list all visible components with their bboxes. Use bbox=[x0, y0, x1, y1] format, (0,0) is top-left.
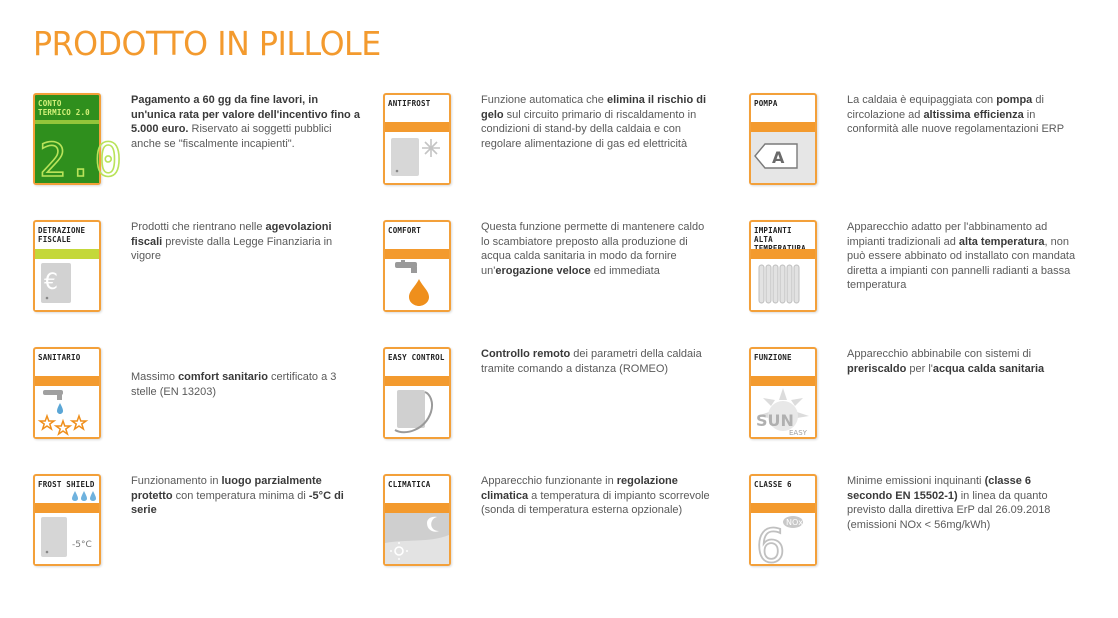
badge-label: DETRAZIONE FISCALE bbox=[38, 226, 86, 244]
tap-drop-icon bbox=[385, 259, 449, 310]
badge-label: EASY CONTROL bbox=[388, 353, 445, 362]
description-bold: acqua calda sanitaria bbox=[932, 362, 1045, 375]
feature-description bbox=[847, 474, 1079, 532]
description-text: Questa funzione permette di mantenere caldo lo scambiatore preposto alla produzione di acqua calda sanitaria in modo da fornire un' bbox=[481, 221, 705, 277]
description-bold: -5°C di serie bbox=[131, 489, 344, 516]
feature-description bbox=[847, 220, 1079, 293]
description-bold: erogazione veloce bbox=[495, 264, 591, 277]
feature-description bbox=[481, 220, 713, 278]
feature-description bbox=[481, 347, 713, 376]
feature-climatica bbox=[383, 474, 723, 574]
description-bold: Controllo remoto bbox=[481, 348, 571, 360]
feature-antifrost bbox=[383, 93, 723, 193]
feature-description bbox=[847, 93, 1079, 137]
art-subtext: NOx bbox=[786, 518, 804, 527]
description-text: in conformità alle nuove regolamentazioni ERP bbox=[847, 108, 1065, 135]
description-bold: elimina il rischio di gelo bbox=[481, 94, 706, 121]
climatica-badge bbox=[383, 474, 451, 566]
feature-description bbox=[481, 474, 713, 518]
radiator-icon bbox=[751, 259, 815, 310]
sun-easy-icon bbox=[751, 386, 815, 437]
description-text: previste dalla Legge Finanziaria in vigore bbox=[131, 235, 333, 262]
description-text: certificato a 3 stelle (EN 13203) bbox=[131, 371, 337, 398]
description-text: Apparecchio abbinabile con sistemi di bbox=[847, 348, 1032, 360]
feature-description bbox=[131, 220, 363, 264]
description-text: Riservato ai soggetti pubblici anche se "fiscalmente incapienti". bbox=[131, 123, 332, 150]
description-text: ed immediata bbox=[590, 264, 660, 277]
badge-label: CLIMATICA bbox=[388, 480, 431, 489]
tap-stars-icon bbox=[35, 386, 99, 437]
feature-description bbox=[131, 370, 363, 399]
conto-termico-badge bbox=[33, 93, 123, 187]
description-text: Funzione automatica che bbox=[481, 94, 607, 106]
detrazione-badge bbox=[33, 220, 101, 312]
description-text: a temperatura di impianto scorrevole (sonda di temperatura esterna opzionale) bbox=[481, 489, 710, 516]
description-bold: (classe 6 secondo EN 15502-1) bbox=[847, 475, 1032, 502]
boiler-snowflake-icon bbox=[385, 132, 449, 183]
boiler-drops-icon bbox=[35, 513, 99, 564]
badge-label: POMPA bbox=[754, 99, 778, 108]
art-text: A bbox=[772, 148, 785, 167]
energy-class-icon bbox=[751, 132, 815, 183]
description-bold: preriscaldo bbox=[847, 362, 907, 375]
feature-frost-shield bbox=[33, 474, 373, 574]
feature-description bbox=[131, 93, 363, 151]
feature-funzione bbox=[749, 347, 1089, 447]
conto-termico-icon bbox=[35, 124, 123, 187]
description-bold: alta temperatura bbox=[958, 235, 1045, 248]
description-text: sul circuito primario di riscaldamento in condizioni di stand-by della caldaia e con regolare alimentazione di gas ed elettricità bbox=[481, 108, 697, 150]
easy-control-badge bbox=[383, 347, 451, 439]
description-text: Massimo bbox=[131, 371, 179, 383]
feature-description bbox=[131, 474, 363, 518]
badge-label: FUNZIONE bbox=[754, 353, 792, 362]
description-bold: altissima efficienza bbox=[923, 108, 1024, 121]
feature-detrazione-fiscale bbox=[33, 220, 373, 320]
water-drops-icon bbox=[71, 490, 97, 502]
boiler-euro-icon bbox=[35, 259, 99, 310]
day-night-icon bbox=[385, 513, 449, 564]
feature-conto-termico bbox=[33, 93, 373, 193]
nox-class-6-icon bbox=[751, 513, 815, 573]
description-bold: agevolazioni fiscali bbox=[131, 221, 332, 248]
description-text: Prodotti che rientrano nelle bbox=[131, 221, 266, 233]
badge-label: ANTIFROST bbox=[388, 99, 431, 108]
description-text: in linea da quanto previsto dalla direttiva ErP dal 26.09.2018 (emissioni NOx < 56mg/kWh) bbox=[847, 489, 1051, 531]
description-text: dei parametri della caldaia tramite comando a distanza (ROMEO) bbox=[481, 348, 702, 375]
frost-shield-badge bbox=[33, 474, 101, 566]
description-bold: regolazione climatica bbox=[481, 475, 678, 502]
art-text: € bbox=[44, 270, 58, 295]
feature-classe-6 bbox=[749, 474, 1089, 574]
badge-label: COMFORT bbox=[388, 226, 422, 235]
badge-label: FROST SHIELD bbox=[38, 480, 95, 489]
comfort-badge bbox=[383, 220, 451, 312]
description-bold: Pagamento a 60 gg da fine lavori, in un'unica rata per valore dell'incentivo fino a 5.000 euro. bbox=[131, 94, 360, 135]
description-text: per l' bbox=[906, 362, 933, 375]
description-text: con temperatura minima di bbox=[172, 489, 309, 502]
feature-pompa bbox=[749, 93, 1089, 193]
sanitario-badge bbox=[33, 347, 101, 439]
feature-sanitario bbox=[33, 347, 373, 447]
art-text: -5°C bbox=[72, 540, 92, 550]
badge-label: SANITARIO bbox=[38, 353, 81, 362]
page-title: PRODOTTO IN PILLOLE bbox=[33, 24, 381, 63]
description-bold: luogo parzialmente protetto bbox=[131, 475, 322, 502]
feature-description bbox=[481, 93, 713, 151]
badge-label: CLASSE 6 bbox=[754, 480, 792, 489]
remote-control-icon bbox=[385, 386, 449, 437]
description-text: La caldaia è equipaggiata con bbox=[847, 94, 997, 106]
feature-description bbox=[847, 347, 1079, 376]
art-subtext: EASY bbox=[789, 429, 807, 437]
description-text: Funzionamento in bbox=[131, 475, 222, 487]
badge-label: IMPIANTI ALTA bbox=[754, 226, 792, 244]
description-bold: pompa bbox=[996, 94, 1033, 106]
feature-impianti-alta-temperatura bbox=[749, 220, 1089, 320]
antifrost-badge bbox=[383, 93, 451, 185]
description-text: Apparecchio funzionante in bbox=[481, 475, 617, 487]
art-text: 2.0 bbox=[39, 133, 123, 187]
feature-comfort bbox=[383, 220, 723, 320]
art-text: 6 bbox=[756, 519, 786, 573]
funzione-badge bbox=[749, 347, 817, 439]
classe-6-badge bbox=[749, 474, 817, 573]
badge-label: CONTO TERMICO 2.0 bbox=[38, 99, 90, 117]
description-text: Apparecchio adatto per l'abbinamento ad impianti tradizionali ad bbox=[847, 221, 1048, 248]
feature-easy-control bbox=[383, 347, 723, 447]
pompa-badge bbox=[749, 93, 817, 185]
art-text: SUN bbox=[756, 411, 794, 430]
description-text: di circolazione ad bbox=[847, 94, 1044, 121]
description-text: , non può essere abbinato od installato con mandata diretta a impianti con pannelli radianti a bassa temperatura bbox=[847, 235, 1076, 291]
description-bold: comfort sanitario bbox=[178, 371, 268, 383]
impianti-badge bbox=[749, 220, 817, 312]
description-text: Minime emissioni inquinanti bbox=[847, 475, 985, 487]
